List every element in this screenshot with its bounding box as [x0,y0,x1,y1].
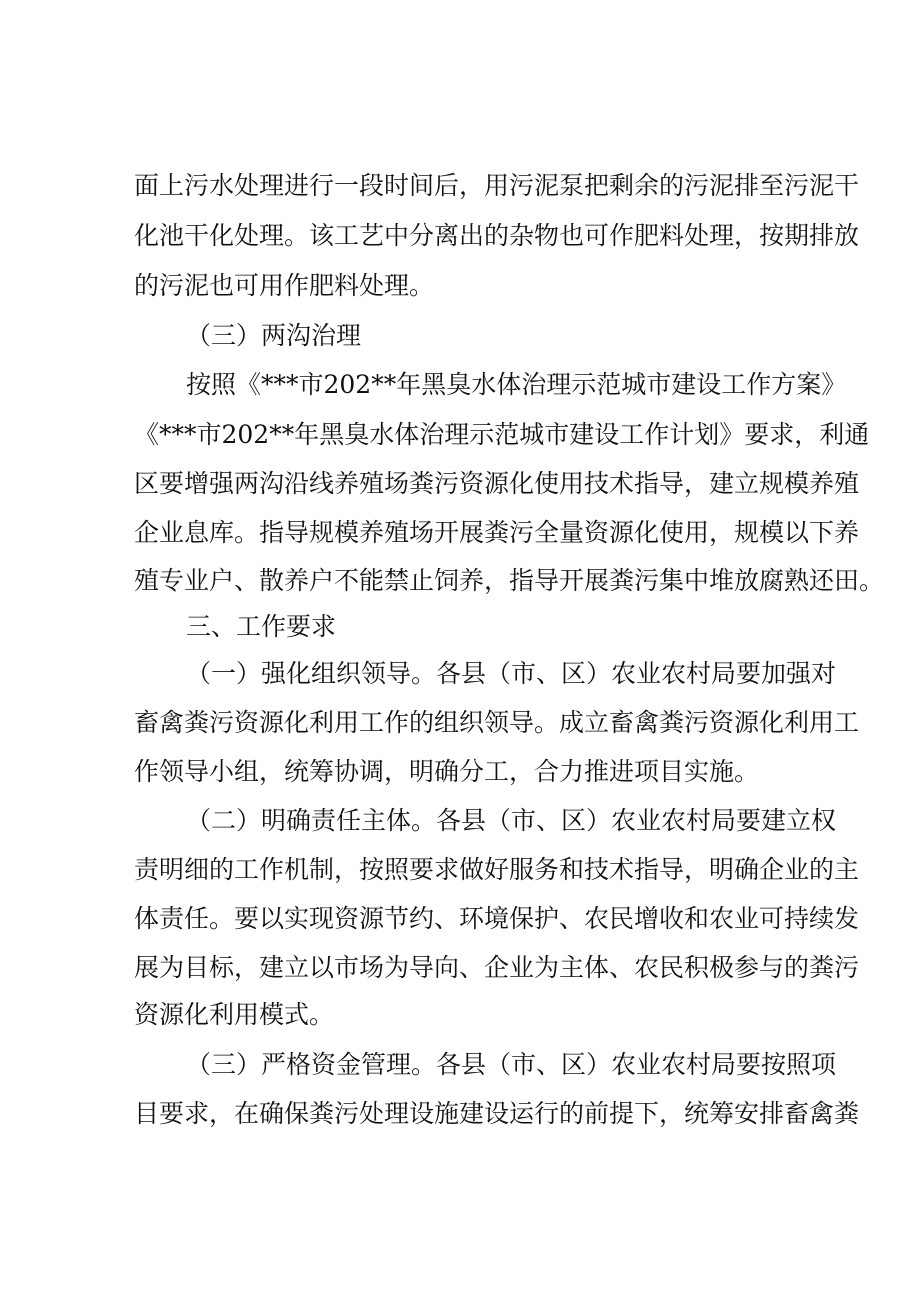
body-text-line: 企业息库。指导规模养殖场开展粪污全量资源化使用，规模以下养 [134,518,860,547]
body-text-line: 按照《***市202**年黑臭水体治理示范城市建设工作方案》 [186,370,847,399]
body-text-line: 目要求，在确保粪污处理设施建设运行的前提下，统筹安排畜禽粪 [134,1099,860,1128]
body-text-line: 畜禽粪污资源化利用工作的组织领导。成立畜禽粪污资源化利用工 [134,708,860,737]
section-heading: 三、工作要求 [186,612,337,641]
body-text-line: （二）明确责任主体。各县（市、区）农业农村局要建立权 [186,806,837,835]
section-heading: （三）两沟治理 [186,321,362,350]
body-text-line: 责明细的工作机制，按照要求做好服务和技术指导，明确企业的主 [134,855,860,884]
body-text-line: 化池干化处理。该工艺中分离出的杂物也可作肥料处理，按期排放 [134,221,860,250]
body-text-line: 殖专业户、散养户不能禁止饲养，指导开展粪污集中堆放腐熟还田。 [134,566,885,595]
body-text-line: 作领导小组，统筹协调，明确分工，合力推进项目实施。 [134,757,760,786]
body-text-line: 的污泥也可用作肥料处理。 [134,271,435,300]
body-text-line: （一）强化组织领导。各县（市、区）农业农村局要加强对 [186,659,837,688]
body-text-line: 资源化利用模式。 [134,1000,335,1029]
body-text-line: 面上污水处理进行一段时间后，用污泥泵把剩余的污泥排至污泥干 [134,171,860,200]
body-text-line: 体责任。要以实现资源节约、环境保护、农民增收和农业可持续发 [134,904,860,933]
body-text-line: （三）严格资金管理。各县（市、区）农业农村局要按照项 [186,1050,837,1079]
body-text-line: 展为目标，建立以市场为导向、企业为主体、农民积极参与的粪污 [134,953,860,982]
body-text-line: 区要增强两沟沿线养殖场粪污资源化使用技术指导，建立规模养殖 [134,469,860,498]
body-text-line: 《***市202**年黑臭水体治理示范城市建设工作计划》要求，利通 [134,420,870,449]
